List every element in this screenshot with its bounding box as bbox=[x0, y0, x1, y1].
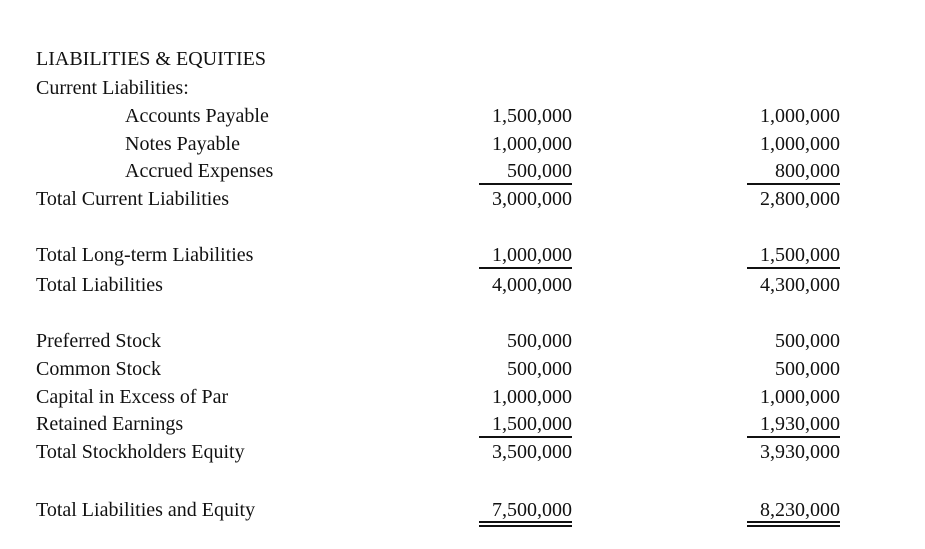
total-current-liabilities-label: Total Current Liabilities bbox=[36, 188, 229, 210]
preferred-stock-label: Preferred Stock bbox=[36, 330, 161, 352]
total-liabilities-col2: 4,300,000 bbox=[760, 274, 840, 296]
accounts-payable-col1: 1,500,000 bbox=[492, 105, 572, 127]
underline-divider bbox=[747, 183, 840, 185]
table-row bbox=[0, 356, 925, 382]
table-row bbox=[0, 439, 925, 465]
retained-earnings-col2: 1,930,000 bbox=[760, 413, 840, 435]
table-row bbox=[0, 131, 925, 157]
underline-divider bbox=[747, 436, 840, 438]
accounts-payable-col2: 1,000,000 bbox=[760, 105, 840, 127]
capital-in-excess-col1: 1,000,000 bbox=[492, 386, 572, 408]
underline-divider bbox=[479, 436, 572, 438]
underline-divider bbox=[479, 183, 572, 185]
total-stockholders-equity-col2: 3,930,000 bbox=[760, 441, 840, 463]
table-row bbox=[0, 328, 925, 354]
capital-in-excess-label: Capital in Excess of Par bbox=[36, 386, 229, 408]
total-stockholders-equity-label: Total Stockholders Equity bbox=[36, 441, 245, 463]
common-stock-col1: 500,000 bbox=[507, 358, 572, 380]
table-row bbox=[0, 242, 925, 268]
accrued-expenses-label: Accrued Expenses bbox=[125, 160, 274, 182]
total-stockholders-equity-col1: 3,500,000 bbox=[492, 441, 572, 463]
total-long-term-liabilities-col2: 1,500,000 bbox=[760, 244, 840, 266]
retained-earnings-col1: 1,500,000 bbox=[492, 413, 572, 435]
table-row bbox=[0, 158, 925, 184]
table-row bbox=[0, 497, 925, 523]
total-liabilities-and-equity-col1: 7,500,000 bbox=[492, 499, 572, 521]
table-row bbox=[0, 411, 925, 437]
total-long-term-liabilities-label: Total Long-term Liabilities bbox=[36, 244, 254, 266]
notes-payable-col1: 1,000,000 bbox=[492, 133, 572, 155]
total-liabilities-and-equity-label: Total Liabilities and Equity bbox=[36, 499, 256, 521]
heading-row bbox=[0, 46, 925, 72]
current-liabilities-label: Current Liabilities: bbox=[36, 77, 189, 99]
total-liabilities-label: Total Liabilities bbox=[36, 274, 163, 296]
table-row bbox=[0, 272, 925, 298]
double-underline bbox=[479, 521, 572, 527]
notes-payable-label: Notes Payable bbox=[125, 133, 240, 155]
capital-in-excess-col2: 1,000,000 bbox=[760, 386, 840, 408]
double-underline bbox=[747, 521, 840, 527]
total-long-term-liabilities-col1: 1,000,000 bbox=[492, 244, 572, 266]
underline-divider bbox=[747, 267, 840, 269]
total-liabilities-and-equity-col2: 8,230,000 bbox=[760, 499, 840, 521]
accounts-payable-label: Accounts Payable bbox=[125, 105, 269, 127]
preferred-stock-col2: 500,000 bbox=[775, 330, 840, 352]
accrued-expenses-col1: 500,000 bbox=[507, 160, 572, 182]
total-current-liabilities-col1: 3,000,000 bbox=[492, 188, 572, 210]
retained-earnings-label: Retained Earnings bbox=[36, 413, 184, 435]
common-stock-label: Common Stock bbox=[36, 358, 162, 380]
current-liabilities-row bbox=[0, 75, 925, 101]
accrued-expenses-col2: 800,000 bbox=[775, 160, 840, 182]
section-heading: LIABILITIES & EQUITIES bbox=[36, 48, 266, 70]
common-stock-col2: 500,000 bbox=[775, 358, 840, 380]
table-row bbox=[0, 103, 925, 129]
total-current-liabilities-col2: 2,800,000 bbox=[760, 188, 840, 210]
table-row bbox=[0, 186, 925, 212]
table-row bbox=[0, 384, 925, 410]
notes-payable-col2: 1,000,000 bbox=[760, 133, 840, 155]
underline-divider bbox=[479, 267, 572, 269]
preferred-stock-col1: 500,000 bbox=[507, 330, 572, 352]
total-liabilities-col1: 4,000,000 bbox=[492, 274, 572, 296]
